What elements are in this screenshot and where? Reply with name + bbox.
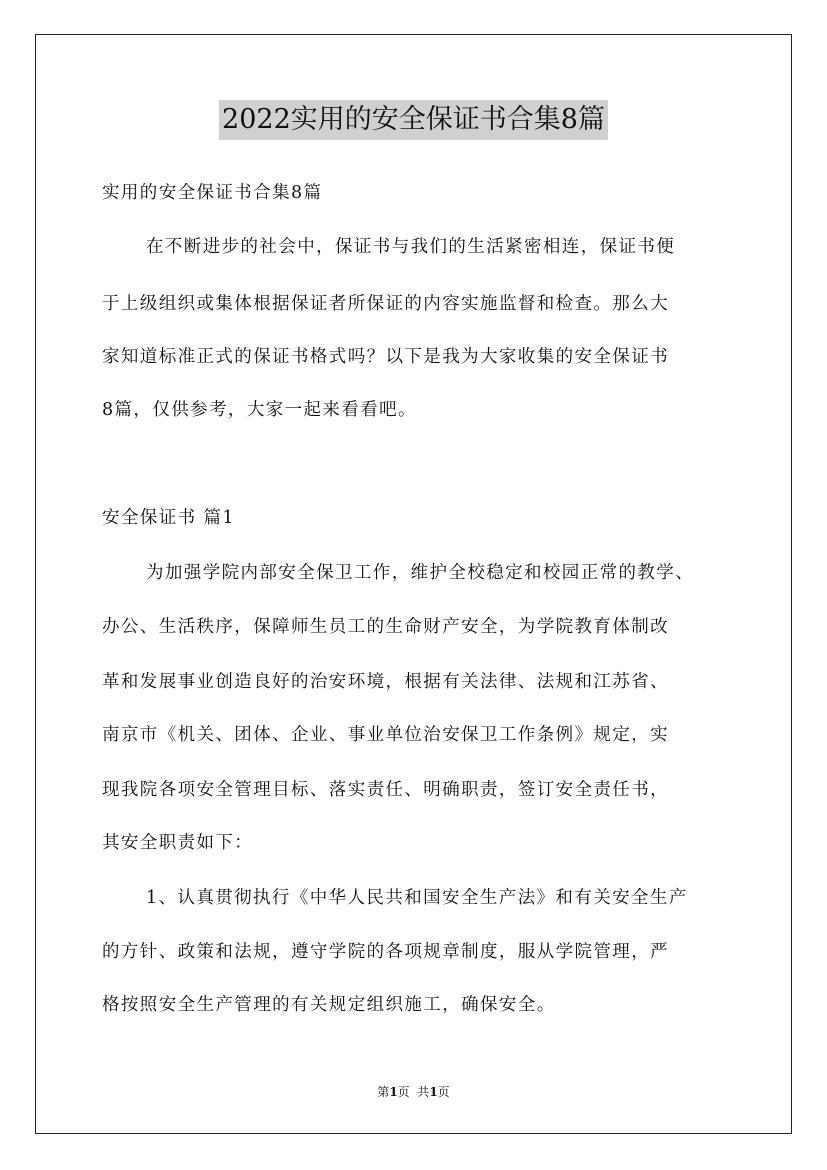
section1-line-1: 为加强学院内部安全保卫工作，维护全校稳定和校园正常的教学、	[146, 563, 695, 583]
item1-line-2: 的方针、政策和法规，遵守学院的各项规章制度，服从学院管理，严	[102, 942, 669, 962]
section-heading-1: 安全保证书 篇1	[102, 508, 235, 528]
intro-line-2: 于上级组织或集体根据保证者所保证的内容实施监督和检查。那么大	[102, 294, 669, 314]
footer-page-mid: 页 共	[397, 1085, 430, 1099]
document-subtitle: 实用的安全保证书合集8篇	[102, 183, 323, 203]
footer-page-prefix: 第	[377, 1085, 390, 1099]
section1-line-3: 革和发展事业创造良好的治安环境，根据有关法律、法规和江苏省、	[102, 672, 669, 692]
item1-line-3: 格按照安全生产管理的有关规定组织施工，确保安全。	[102, 995, 556, 1015]
section1-line-4: 南京市《机关、团体、企业、事业单位治安保卫工作条例》规定，实	[102, 725, 669, 745]
title-container	[0, 100, 827, 140]
page-footer	[0, 1084, 827, 1100]
document-title: 2022实用的安全保证书合集8篇	[219, 100, 608, 140]
footer-page-current: 1	[389, 1085, 398, 1099]
section1-line-6: 其安全职责如下：	[102, 833, 254, 853]
footer-page-suffix: 页	[437, 1085, 450, 1099]
section1-line-2: 办公、生活秩序，保障师生员工的生命财产安全，为学院教育体制改	[102, 617, 669, 637]
intro-line-1: 在不断进步的社会中，保证书与我们的生活紧密相连，保证书便	[146, 237, 676, 257]
footer-page-total: 1	[429, 1085, 438, 1099]
item1-line-1: 1、认真贯彻执行《中华人民共和国安全生产法》和有关安全生产	[146, 888, 688, 908]
intro-line-4: 8篇，仅供参考，大家一起来看看吧。	[102, 400, 417, 420]
section1-line-5: 现我院各项安全管理目标、落实责任、明确职责，签订安全责任书，	[102, 780, 669, 800]
intro-line-3: 家知道标准正式的保证书格式吗？以下是我为大家收集的安全保证书	[102, 347, 669, 367]
